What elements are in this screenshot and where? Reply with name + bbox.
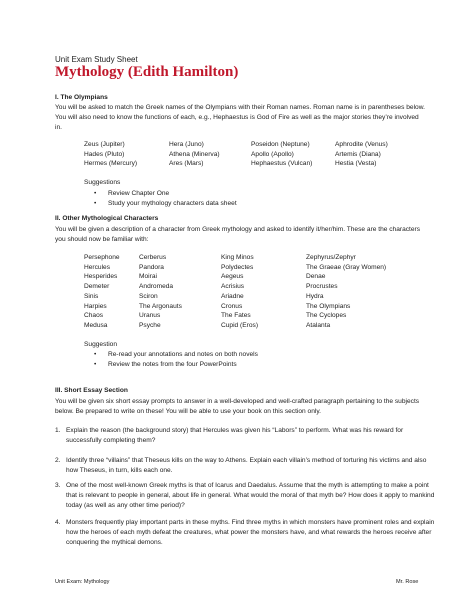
essay-question xyxy=(55,481,435,510)
characters-column xyxy=(221,253,258,331)
character-name: Cronus xyxy=(221,302,243,310)
section-heading-other-characters: II. Other Mythological Characters xyxy=(55,215,159,222)
olympian-name: Hades (Pluto) xyxy=(84,150,125,158)
character-name: Hesperides xyxy=(84,273,118,281)
suggestion-list xyxy=(94,350,258,369)
olympian-name: Poseidon (Neptune) xyxy=(251,141,310,148)
character-name: King Minos xyxy=(221,254,254,261)
section-heading-olympians: I. The Olympians xyxy=(55,94,108,101)
character-name: The Olympians xyxy=(306,302,351,310)
section-heading-short-essay: III. Short Essay Section xyxy=(55,387,128,394)
suggestions-list xyxy=(94,189,237,208)
section-intro-other-characters: You will be given a description of a character from Greek mythology and asked to identify it/her/him. These are the characters you should now be familiar with: xyxy=(55,226,421,243)
character-name: Procrustes xyxy=(306,283,338,291)
footer-right: Mr. Rose xyxy=(396,579,419,585)
question-text: Monsters frequently play important parts in these myths. Find three myths in which monsters have prominent roles and explain how the heroes of each myth defeat the creatures, what power the monsters have, and what rewards the heroes receive after conquering the mythical demons. xyxy=(66,519,435,546)
characters-column xyxy=(84,253,120,331)
olympians-table xyxy=(84,140,424,172)
character-name: Atalanta xyxy=(306,321,331,329)
olympian-name: Hermes (Mercury) xyxy=(84,160,138,168)
character-name: Sciron xyxy=(139,292,158,300)
olympians-column xyxy=(335,140,388,169)
character-name: Demeter xyxy=(84,283,110,291)
question-text: Explain the reason (the background story) that Hercules was given his “Labors” to perform. What was his reward for successfully completing them? xyxy=(66,427,404,444)
olympian-name: Artemis (Diana) xyxy=(335,150,381,158)
character-name: The Fates xyxy=(221,312,251,320)
suggestion-item: • Study your mythology characters data sheet xyxy=(94,199,237,209)
character-name: Acrisius xyxy=(221,283,245,291)
olympian-name: Athena (Minerva) xyxy=(169,150,220,158)
olympians-column xyxy=(251,140,312,169)
character-name: Ariadne xyxy=(221,292,244,300)
olympians-column xyxy=(169,140,220,169)
character-name: Cupid (Eros) xyxy=(221,321,259,329)
character-name: The Cyclopes xyxy=(306,312,347,320)
character-name: Medusa xyxy=(84,321,108,329)
character-name: Uranus xyxy=(139,312,161,320)
character-name: Cerberus xyxy=(139,254,167,261)
olympian-name: Hephaestus (Vulcan) xyxy=(251,160,313,168)
character-name: Persephone xyxy=(84,254,120,261)
character-name: Pandora xyxy=(139,263,164,271)
document-title: Mythology (Edith Hamilton) xyxy=(55,64,239,80)
characters-table xyxy=(84,253,434,333)
question-number: 3. xyxy=(55,482,61,489)
suggestion-item: • Re-read your annotations and notes on both novels xyxy=(94,350,258,360)
character-name: Harpies xyxy=(84,302,107,310)
olympian-name: Hestia (Vesta) xyxy=(335,160,377,168)
document-subtitle: Unit Exam Study Sheet xyxy=(55,55,138,64)
character-name: Zephyrus/Zephyr xyxy=(306,254,356,261)
character-name: The Graeae (Gray Women) xyxy=(306,263,387,271)
character-name: Aegeus xyxy=(221,273,244,281)
section-intro-short-essay: You will be given six short essay prompts to answer in a well-developed and well-crafted paragraph pertaining to the subjects below. Be prepared to write on these! You will be able to use your book on this section only. xyxy=(55,398,420,415)
character-name: Sinis xyxy=(84,292,99,300)
character-name: Moirai xyxy=(139,273,157,281)
olympian-name: Apollo (Apollo) xyxy=(251,150,294,158)
suggestion-item: • Review Chapter One xyxy=(94,189,237,199)
question-text: Identify three “villains” that Theseus kills on the way to Athens. Explain each villain’s method of torturing his victims and also how Theseus, in turn, kills each one. xyxy=(66,457,427,474)
olympian-name: Ares (Mars) xyxy=(169,160,204,168)
character-name: Psyche xyxy=(139,321,161,329)
olympian-name: Hera (Juno) xyxy=(169,141,204,148)
question-number: 1. xyxy=(55,427,61,434)
essay-question xyxy=(55,518,435,547)
essay-question xyxy=(55,456,435,476)
character-name: Hercules xyxy=(84,263,111,271)
character-name: Hydra xyxy=(306,292,324,300)
suggestions-label: Suggestions xyxy=(84,179,121,186)
character-name: Polydectes xyxy=(221,263,254,271)
characters-column xyxy=(306,253,386,331)
suggestion-item: • Review the notes from the four PowerPoints xyxy=(94,360,258,370)
footer-left: Unit Exam: Mythology xyxy=(55,579,110,585)
suggestion-label: Suggestion xyxy=(84,341,117,348)
question-number: 4. xyxy=(55,519,61,526)
olympian-name: Zeus (Jupiter) xyxy=(84,141,125,148)
character-name: The Argonauts xyxy=(139,302,182,310)
question-number: 2. xyxy=(55,457,61,464)
section-intro-olympians: You will be asked to match the Greek names of the Olympians with their Roman names. Roman name is in parentheses below. You will also need to know the functions of each, e.g., Hephaestus is God of Fire as well as the major stories they’re involved in. xyxy=(55,104,425,131)
characters-column xyxy=(139,253,182,331)
olympians-column xyxy=(84,140,137,169)
character-name: Chaos xyxy=(84,312,104,320)
character-name: Andromeda xyxy=(139,283,174,291)
question-text: One of the most well-known Greek myths is that of Icarus and Daedalus. Assume that the myth is attempting to make a point that is relevant to people in general, about life in general. What would the moral of that myth be? How does it apply to mankind today (as well as any other time period)? xyxy=(66,482,435,509)
olympian-name: Aphrodite (Venus) xyxy=(335,141,388,148)
character-name: Denae xyxy=(306,273,326,281)
essay-question xyxy=(55,426,435,446)
